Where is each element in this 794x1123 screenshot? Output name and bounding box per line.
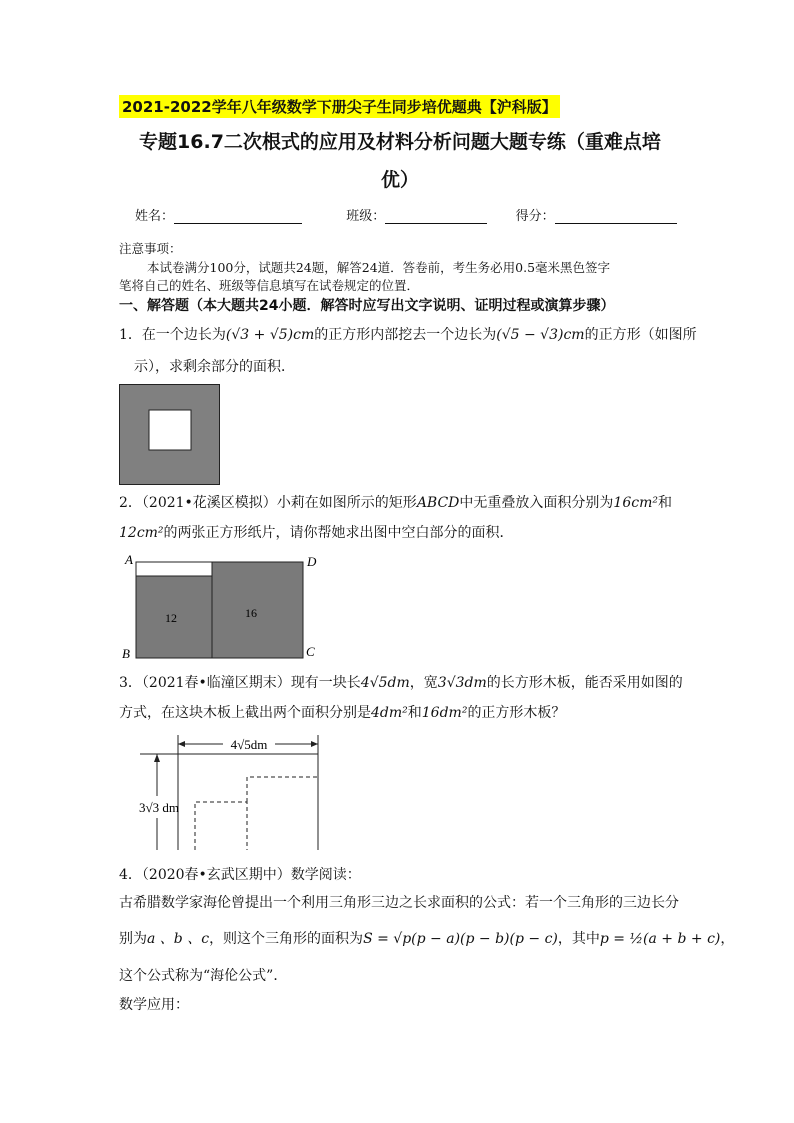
- q4-source: （2020春•玄武区期中）: [141, 867, 291, 883]
- q4-vars: a 、b 、c: [147, 931, 210, 947]
- name-field[interactable]: [174, 209, 302, 224]
- q2-text-b: 中无重叠放入面积分别为: [459, 495, 614, 511]
- vertex-b: B: [122, 646, 130, 661]
- q2-text-a: 小莉在如图所示的矩形: [276, 495, 417, 511]
- q2-line2: [119, 523, 689, 543]
- left-dimension-label: 3√3 dm: [139, 800, 179, 815]
- q1-text-c: 的正方形（如图所: [584, 327, 697, 343]
- q2-figure: [119, 552, 324, 662]
- q3-text-c: 的长方形木板，能否采用如图的: [486, 675, 683, 691]
- q1-text-b: 的正方形内部挖去一个边长为: [314, 327, 497, 343]
- q4-text-a: 数学阅读：: [290, 867, 361, 883]
- class-field[interactable]: [385, 209, 487, 224]
- q1-expr1: (√3 + √5)cm: [225, 327, 315, 343]
- square-16: [212, 562, 303, 658]
- q2-area2: 12cm²: [119, 525, 164, 541]
- q1-expr2: (√5 − √3)cm: [496, 327, 585, 343]
- q2-area1: 16cm²: [613, 495, 658, 511]
- q3-text-d: 方式，在这块木板上截出两个面积分别是: [119, 705, 371, 721]
- square-4dm: [195, 802, 247, 850]
- q3-text-f: 的正方形木板？: [467, 705, 566, 721]
- q2-line1: [119, 493, 689, 513]
- q4-line3-c: ，其中: [557, 931, 600, 947]
- q2-text-d: 的两张正方形纸片，请你帮她求出图中空白部分的面积．: [163, 525, 514, 541]
- top-dimension-label: 4√5dm: [230, 737, 268, 752]
- q3-length: 4√5dm: [360, 675, 410, 691]
- class-label: 班级：: [346, 209, 386, 224]
- name-label: 姓名：: [135, 209, 175, 224]
- q4-line2: 古希腊数学家海伦曾提出一个利用三角形三边之长求面积的公式：若一个三角形的三边长分: [119, 895, 679, 911]
- square-large-label: 16: [245, 606, 257, 620]
- square-16dm: [247, 777, 318, 802]
- q3-text-b: ，宽: [409, 675, 438, 691]
- score-field[interactable]: [555, 209, 677, 224]
- q2-text-c: 和: [657, 495, 672, 511]
- q4-line1: [119, 865, 689, 885]
- q1-line2: 示），求剩余部分的面积．: [134, 359, 295, 375]
- q4-number: 4．: [119, 867, 142, 883]
- q3-width: 3√3dm: [437, 675, 487, 691]
- section-heading: 一、解答题（本大题共24小题．解答时应写出文字说明、证明过程或演算步骤）: [119, 298, 615, 314]
- q1-number: 1．: [119, 327, 142, 343]
- q3-area1: 4dm²: [371, 705, 408, 721]
- vertex-d: D: [307, 554, 317, 569]
- q4-line4: 这个公式称为“海伦公式”．: [119, 968, 288, 984]
- q3-figure: [119, 732, 324, 852]
- page-title-line2: 优）: [380, 169, 419, 191]
- q2-rect-name: ABCD: [416, 495, 460, 511]
- vertex-a: A: [125, 552, 133, 567]
- q3-area2: 16dm²: [421, 705, 468, 721]
- q3-line2: [119, 703, 689, 723]
- notes-line1: 本试卷满分100分，试题共24题，解答24道．答卷前，考生务必用0.5毫米黑色签字: [147, 260, 611, 275]
- q3-line1: [119, 673, 689, 693]
- q4-formula-s: S = √p(p − a)(p − b)(p − c): [363, 931, 558, 947]
- q2-number: 2．: [119, 495, 142, 511]
- q1-text-a: 在一个边长为: [141, 327, 226, 343]
- student-fields: [135, 205, 677, 224]
- q4-line3-a: 别为: [119, 931, 147, 947]
- q4-formula-p: p = ½(a + b + c): [599, 931, 721, 947]
- q3-text-a: 现有一块长: [290, 675, 361, 691]
- q4-line5: 数学应用：: [119, 997, 189, 1013]
- notes-heading: 注意事项：: [119, 241, 182, 256]
- notes-line2: 笔将自己的姓名、班级等信息填写在试卷规定的位置．: [119, 278, 420, 293]
- q4-line3: [119, 929, 735, 949]
- q4-line3-d: ，: [720, 931, 735, 947]
- q3-source: （2021春•临潼区期末）: [141, 675, 291, 691]
- q1-line1: [119, 325, 697, 345]
- q3-number: 3．: [119, 675, 142, 691]
- header-banner: 2021-2022学年八年级数学下册尖子生同步培优题典【沪科版】: [119, 95, 560, 118]
- q1-figure: [119, 384, 221, 486]
- square-small-label: 12: [165, 611, 177, 625]
- inner-square-hole: [149, 410, 191, 450]
- page-title-line1: 专题16.7二次根式的应用及材料分析问题大题专练（重难点培: [139, 131, 661, 153]
- score-label: 得分：: [515, 209, 555, 224]
- q3-text-e: 和: [407, 705, 422, 721]
- q2-source: （2021•花溪区模拟）: [141, 495, 277, 511]
- vertex-c: C: [306, 644, 315, 659]
- q4-line3-b: ，则这个三角形的面积为: [209, 931, 364, 947]
